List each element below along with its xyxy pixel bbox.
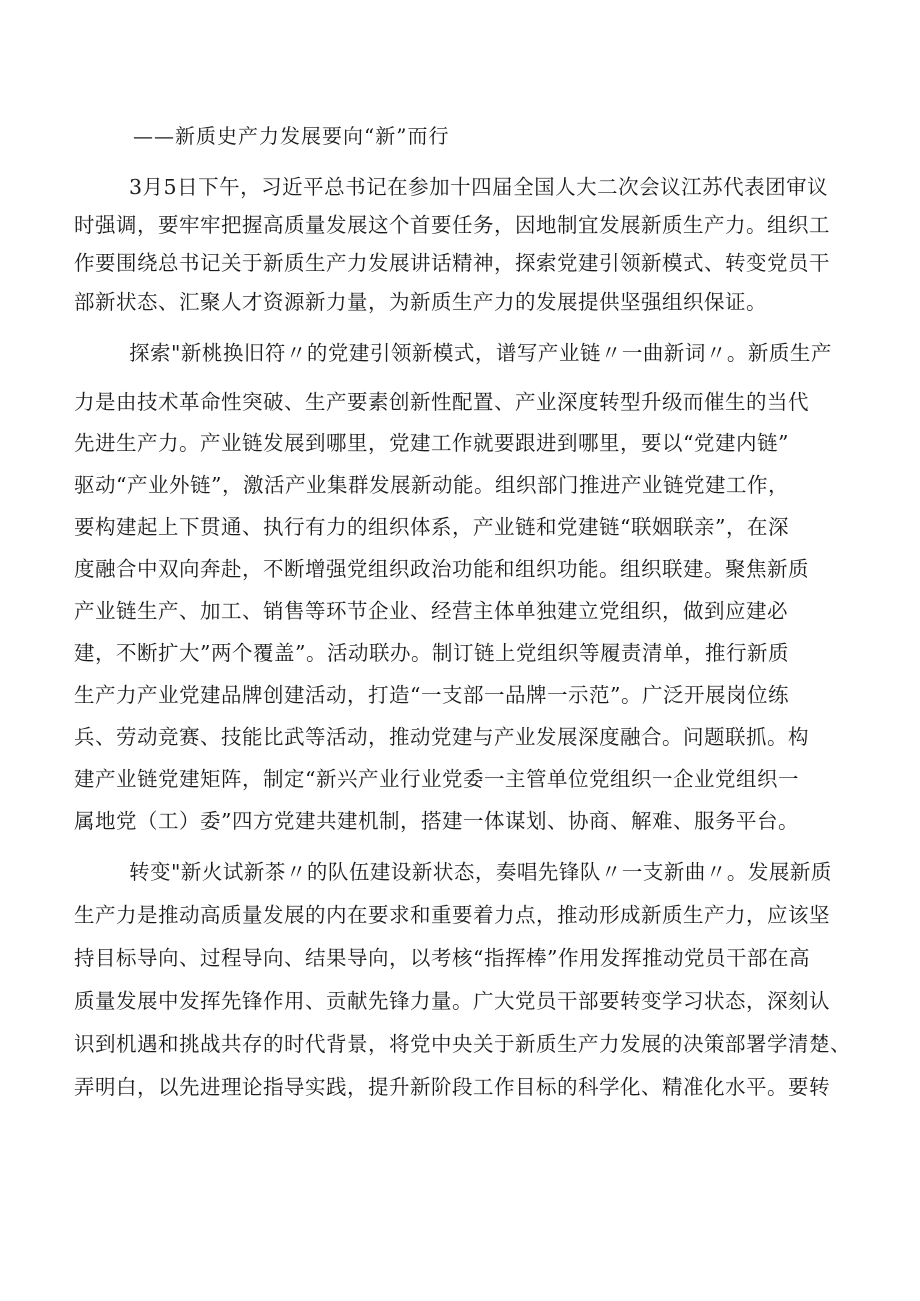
paragraph-2-line-10: 兵、劳动竞赛、技能比武等活动，推动党建与产业发展深度融合。问题联抓。构 bbox=[74, 725, 809, 749]
paragraph-2-line-7: 产业链生产、加工、销售等环节企业、经营主体单独建立党组织，做到应建必 bbox=[74, 599, 788, 623]
document-subtitle: ——新质史产力发展要向“新”而行 bbox=[133, 124, 450, 148]
paragraph-2-line-6: 度融合中双向奔赴，不断增强党组织政治功能和组织功能。组织联建。聚焦新质 bbox=[74, 557, 809, 581]
paragraph-2-line-9: 生产力产业党建品牌创建活动，打造“一支部一品牌一示范”。广泛开展岗位练 bbox=[74, 683, 789, 707]
paragraph-2-line-2: 力是由技术革命性突破、生产要素创新性配置、产业深度转型升级而催生的当代 bbox=[74, 390, 809, 414]
paragraph-1-line-4: 部新状态、汇聚人才资源新力量，为新质生产力的发展提供坚强组织保证。 bbox=[74, 290, 767, 314]
paragraph-3-line-3: 持目标导向、过程导向、结果导向，以考核“指挥棒”作用发挥推动党员干部在高 bbox=[74, 946, 810, 970]
paragraph-3-line-4: 质量发展中发挥先锋作用、贡献先锋力量。广大党员干部要转变学习状态，深刻认 bbox=[74, 989, 830, 1013]
paragraph-2-line-11: 建产业链党建矩阵，制定“新兴产业行业党委一主管单位党组织一企业党组织一 bbox=[74, 767, 799, 791]
paragraph-3-line-5: 识到机遇和挑战共存的时代背景，将党中央关于新质生产力发展的决策部署学清楚、 bbox=[74, 1032, 851, 1056]
paragraph-2-line-3: 先进生产力。产业链发展到哪里，党建工作就要跟进到哪里，要以“党建内链” bbox=[74, 431, 789, 455]
paragraph-2-line-1: 探索"新桃换旧符〃的党建引领新模式，谱写产业链〃一曲新词〃。新质生产 bbox=[129, 341, 832, 365]
paragraph-2-line-5: 要构建起上下贯通、执行有力的组织体系，产业链和党建链“联姻联亲”，在深 bbox=[74, 515, 789, 539]
paragraph-1-line-2: 时强调，要牢牢把握高质量发展这个首要任务，因地制宜发展新质生产力。组织工 bbox=[74, 213, 830, 237]
paragraph-3-line-2: 生产力是推动高质量发展的内在要求和重要着力点，推动形成新质生产力，应该坚 bbox=[74, 903, 830, 927]
paragraph-1-line-3: 作要围绕总书记关于新质生产力发展讲话精神，探索党建引领新模式、转变党员干 bbox=[74, 251, 830, 275]
paragraph-3-line-1: 转变"新火试新茶〃的队伍建设新状态，奏唱先锋队〃一支新曲〃。发展新质 bbox=[129, 860, 832, 884]
paragraph-2-line-8: 建，不断扩大”两个覆盖”。活动联办。制订链上党组织等履责清单，推行新质 bbox=[74, 641, 789, 665]
paragraph-2-line-12: 属地党（工）委”四方党建共建机制，搭建一体谋划、协商、解难、服务平台。 bbox=[74, 809, 799, 833]
paragraph-1-line-1: 3月5日下午，习近平总书记在参加十四届全国人大二次会议江苏代表团审议 bbox=[129, 175, 829, 199]
paragraph-2-line-4: 驱动“产业外链”，激活产业集群发展新动能。组织部门推进产业链党建工作， bbox=[74, 473, 789, 497]
paragraph-3-line-6: 弄明白，以先进理论指导实践，提升新阶段工作目标的科学化、精准化水平。要转 bbox=[74, 1075, 830, 1099]
